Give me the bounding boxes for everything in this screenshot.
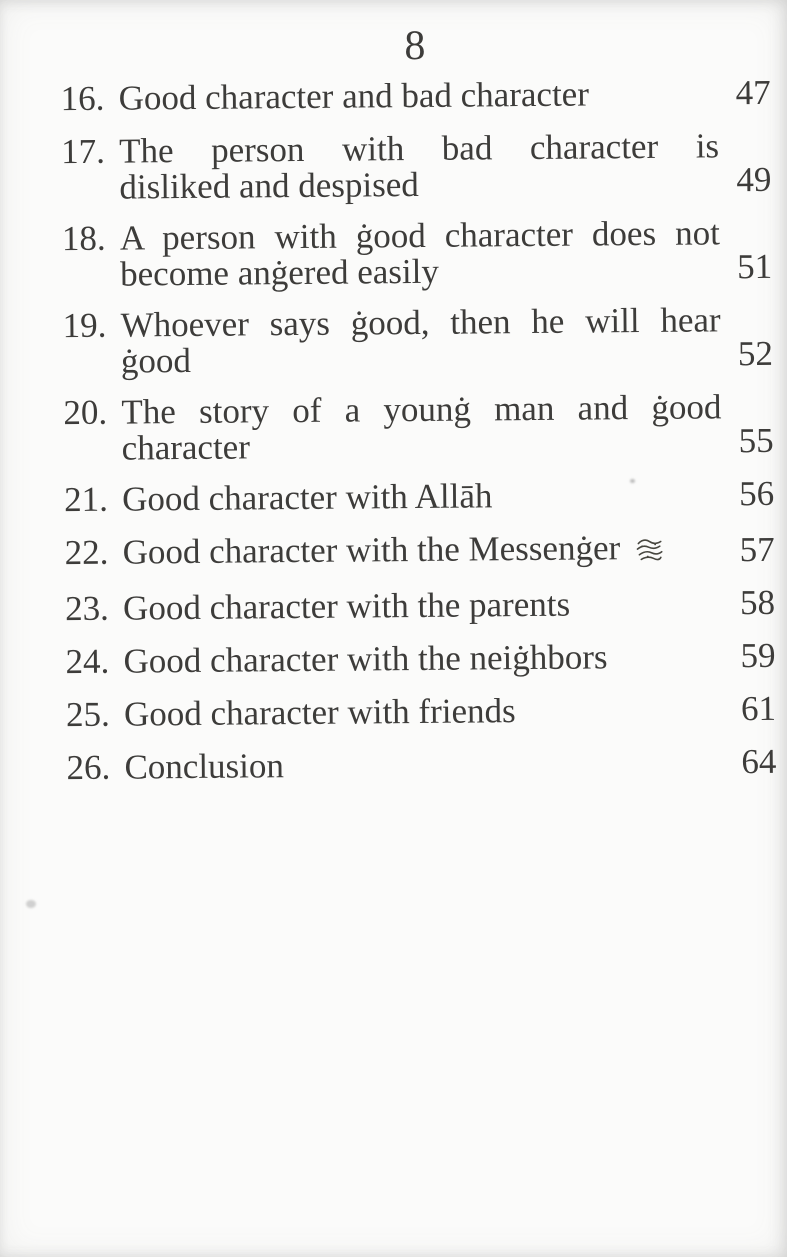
toc-entry-18 <box>62 215 773 293</box>
entry-page-number: 58 <box>739 582 776 623</box>
entry-number: 25. <box>65 694 110 735</box>
entry-page-number: 64 <box>741 741 777 782</box>
entry-title-line: become anġered easily <box>120 251 440 294</box>
entry-title <box>118 75 718 118</box>
page-number-header: 8 <box>404 22 427 70</box>
entry-title <box>124 744 724 787</box>
entry-page-number: 47 <box>735 72 771 113</box>
entry-number: 17. <box>60 131 106 172</box>
entry-title-line: The story of a younġ man and ġood <box>121 387 722 432</box>
entry-number: 23. <box>64 588 110 629</box>
entry-number: 19. <box>62 305 107 346</box>
entry-number: 24. <box>65 641 110 682</box>
entry-title <box>121 389 722 466</box>
entry-title-line <box>122 529 722 575</box>
entry-title-line: Good character with the parents <box>122 584 571 628</box>
toc-entry-22 <box>64 529 774 576</box>
entry-title <box>120 215 721 292</box>
entry-page-number: 55 <box>738 420 774 461</box>
entry-number: 20. <box>63 392 108 433</box>
entry-number: 22. <box>64 532 109 573</box>
entry-page-number: 61 <box>740 688 777 729</box>
entry-number: 26. <box>66 747 111 788</box>
entry-title-line: disliked and despised <box>119 164 419 207</box>
entry-title-line: Good character with Allāh <box>121 476 493 519</box>
page-content <box>60 21 777 803</box>
entry-title-line: A person with ġood character does not <box>119 213 721 258</box>
entry-title-line: Good character and bad character <box>118 74 590 118</box>
entry-title <box>123 585 723 628</box>
entry-page-number: 52 <box>737 333 774 374</box>
entry-title <box>124 691 724 734</box>
entry-title-line: Conclusion <box>124 746 285 787</box>
toc-entry-19 <box>62 302 773 380</box>
entry-title <box>119 128 720 205</box>
entry-title <box>122 529 722 575</box>
entry-title <box>123 638 723 681</box>
entry-number: 16. <box>60 78 105 119</box>
scan-artifact-speck <box>630 479 635 483</box>
entry-title-line: Good character with the neiġhbors <box>123 637 608 681</box>
toc-entry-16 <box>60 72 771 119</box>
entry-page-number: 59 <box>740 635 776 676</box>
toc-entry-25 <box>65 688 777 735</box>
toc-entry-21 <box>63 473 775 520</box>
entry-title-text: Good character with the Messenġer <box>122 528 621 572</box>
entry-title-line: character <box>121 427 251 468</box>
entry-number: 18. <box>61 218 106 259</box>
toc-entry-26 <box>66 741 777 788</box>
toc-entry-23 <box>64 582 776 629</box>
entry-title-line: The person with bad character is <box>118 126 720 171</box>
entry-page-number: 49 <box>736 159 772 200</box>
entry-title-line: Good character with friends <box>123 691 516 734</box>
entry-page-number: 56 <box>738 473 775 514</box>
scan-artifact-speck <box>26 900 36 908</box>
entry-title-line: ġood <box>120 340 192 381</box>
entry-title <box>120 302 721 379</box>
entry-title-line: Whoever says ġood, then he will hear <box>120 300 721 345</box>
toc-entry-24 <box>65 635 776 682</box>
entry-page-number: 51 <box>736 246 773 287</box>
entry-page-number: 57 <box>739 529 775 570</box>
pbuh-honorific-icon <box>634 535 664 571</box>
toc-entry-20 <box>63 389 774 467</box>
toc-entry-17 <box>61 128 772 206</box>
entry-number: 21. <box>63 479 109 520</box>
